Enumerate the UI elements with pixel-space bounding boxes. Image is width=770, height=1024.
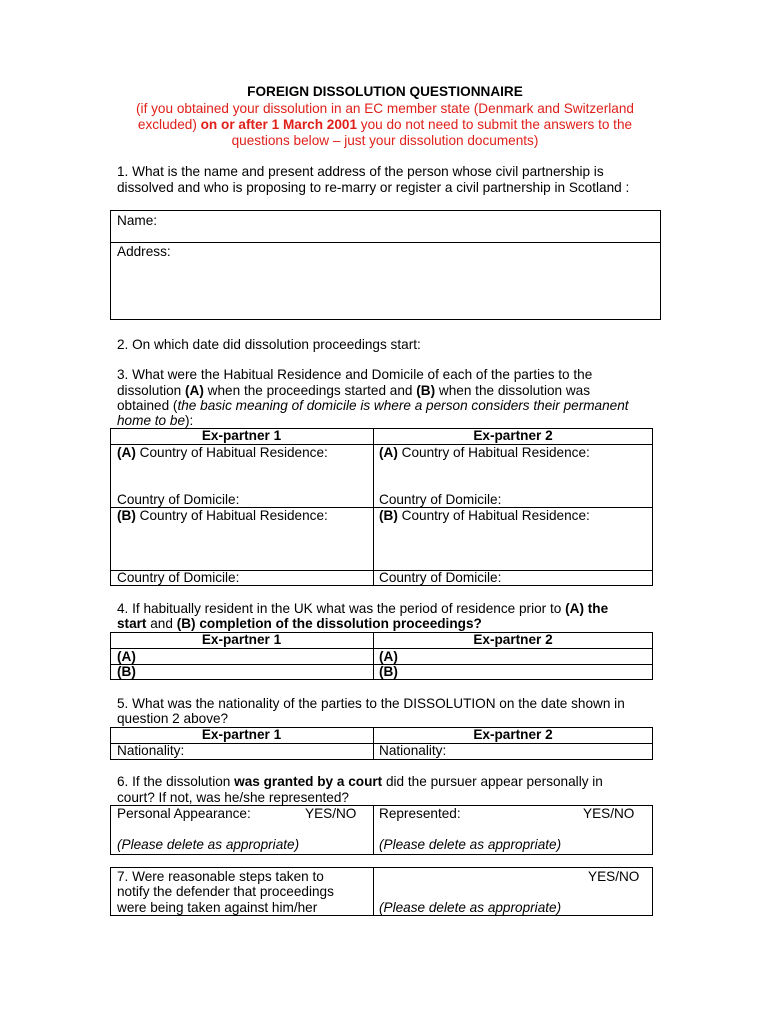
q4-a-1: (A) (117, 649, 136, 664)
q5-nationality-2: Nationality: (379, 743, 447, 758)
q6-delete-note-1: (Please delete as appropriate) (117, 837, 300, 852)
name-label: Name: (117, 213, 158, 228)
q1-divider (111, 242, 660, 243)
q1-answer-box (110, 210, 661, 320)
q5-nationality-1: Nationality: (117, 743, 185, 758)
q3-a-habitual-1: (A) Country of Habitual Residence: (117, 445, 328, 460)
address-label: Address: (117, 244, 171, 259)
q3-text-line-1: 3. What were the Habitual Residence and Domicile of each of the parties to the (117, 367, 593, 382)
q5-col-ex-partner-1: Ex-partner 1 (201, 727, 282, 742)
intro-line-3: questions below – just your dissolution documents) (231, 133, 539, 148)
personal-appearance-label: Personal Appearance: (117, 806, 251, 821)
q4-b-1: (B) (117, 664, 136, 679)
q3-text-line-3: obtained (the basic meaning of domicile is where a person considers their permanent (117, 398, 629, 413)
q4-col-ex-partner-2: Ex-partner 2 (473, 632, 553, 647)
q3-col-ex-partner-1: Ex-partner 1 (201, 428, 282, 443)
represented-label: Represented: (379, 806, 461, 821)
q7-text-line-3: were being taken against him/her (117, 900, 318, 915)
q3-a-domicile-1: Country of Domicile: (117, 492, 240, 507)
q2-text: 2. On which date did dissolution proceedings start: (117, 337, 421, 352)
q4-a-2: (A) (379, 649, 398, 664)
q5-text-line-2: question 2 above? (117, 711, 229, 726)
q1-text-line-2: dissolved and who is proposing to re-marry or register a civil partnership in Scotland : (117, 180, 630, 195)
page-title: FOREIGN DISSOLUTION QUESTIONNAIRE (247, 84, 523, 99)
q6-delete-note-2: (Please delete as appropriate) (379, 837, 562, 852)
q7-text-line-2: notify the defender that proceedings (117, 884, 334, 899)
q4-text-line-1: 4. If habitually resident in the UK what was the period of residence prior to (A) the (117, 601, 609, 616)
personal-appearance-yesno: YES/NO (305, 806, 357, 821)
q7-delete-note: (Please delete as appropriate) (379, 900, 562, 915)
q3-text-line-4: home to be): (117, 413, 194, 428)
q4-b-2: (B) (379, 664, 398, 679)
q7-text-line-1: 7. Were reasonable steps taken to (117, 869, 324, 884)
q7-yesno: YES/NO (588, 869, 640, 884)
q4-text-line-2: start and (B) completion of the dissolution proceedings? (117, 616, 482, 631)
q6-text-line-2: court? If not, was he/she represented? (117, 790, 349, 805)
q5-col-ex-partner-2: Ex-partner 2 (473, 727, 553, 742)
q3-b-domicile-2: Country of Domicile: (379, 570, 502, 585)
q1-text-line-1: 1. What is the name and present address of the person whose civil partnership is (117, 164, 604, 179)
intro-line-2: excluded) on or after 1 March 2001 you do not need to submit the answers to the (137, 117, 633, 132)
q3-b-habitual-1: (B) Country of Habitual Residence: (117, 508, 328, 523)
q4-col-ex-partner-1: Ex-partner 1 (201, 632, 282, 647)
q3-b-domicile-1: Country of Domicile: (117, 570, 240, 585)
represented-yesno: YES/NO (583, 806, 635, 821)
q3-text-line-2: dissolution (A) when the proceedings started and (B) when the dissolution was (117, 383, 591, 398)
q3-a-habitual-2: (A) Country of Habitual Residence: (379, 445, 590, 460)
q5-text-line-1: 5. What was the nationality of the parties to the DISSOLUTION on the date shown in (117, 696, 625, 711)
intro-line-1: (if you obtained your dissolution in an EC member state (Denmark and Switzerland (136, 101, 634, 116)
q6-text-line-1: 6. If the dissolution was granted by a court did the pursuer appear personally in (117, 774, 603, 789)
q3-col-ex-partner-2: Ex-partner 2 (473, 428, 553, 443)
q3-b-habitual-2: (B) Country of Habitual Residence: (379, 508, 590, 523)
q3-a-domicile-2: Country of Domicile: (379, 492, 502, 507)
